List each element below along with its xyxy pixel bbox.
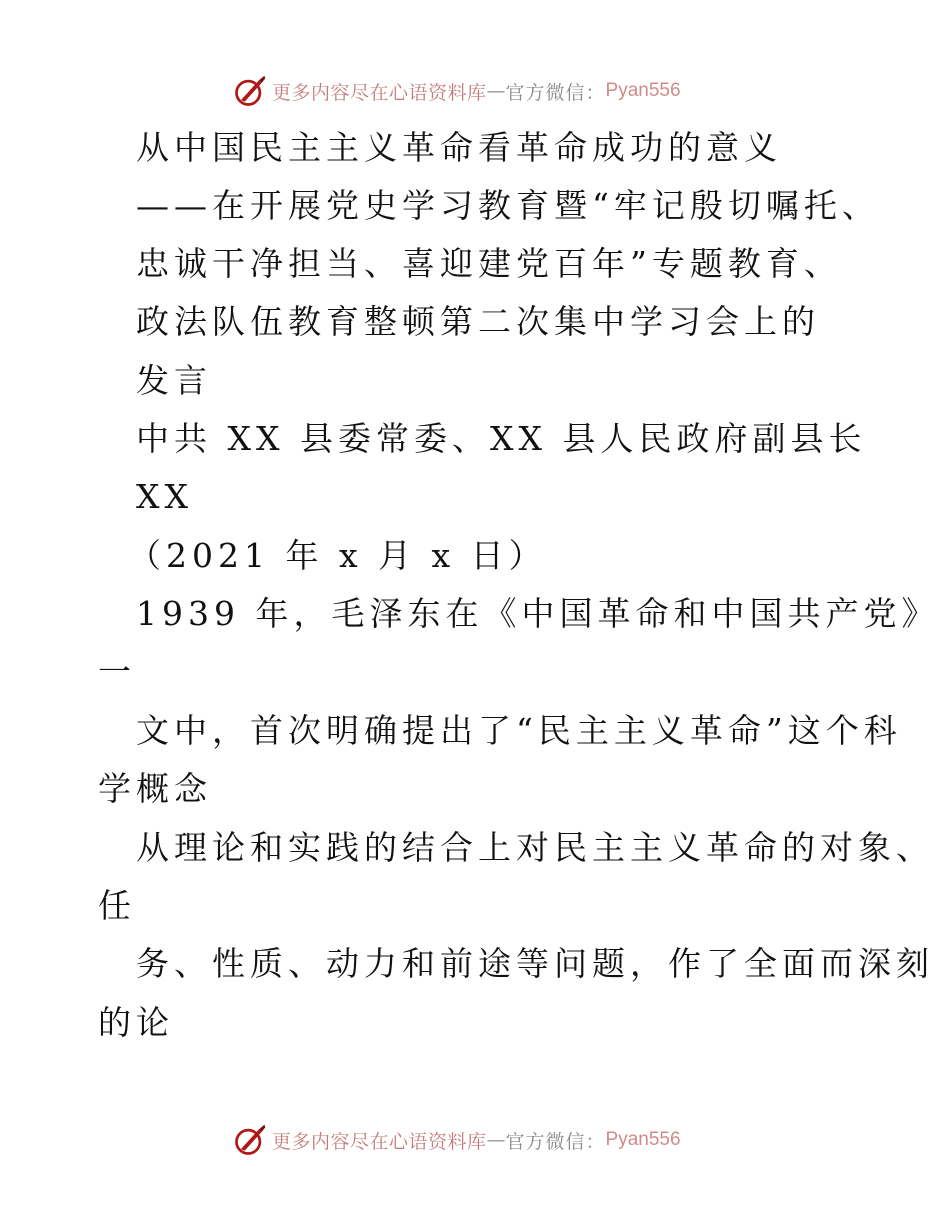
- watermark-wechat-label: 官方微信：: [505, 81, 606, 104]
- watermark-separator: —: [486, 80, 506, 102]
- subtitle-line-4: 发言: [136, 361, 212, 400]
- author-name: XX: [136, 477, 193, 516]
- paragraph-line: 1939 年，毛泽东在《中国革命和中国共产党》: [136, 594, 940, 633]
- watermark-separator: —: [486, 1129, 506, 1151]
- paragraph-line: 务、性质、动力和前途等问题，作了全面而深刻: [136, 944, 934, 983]
- watermark-wechat-label: 官方微信：: [505, 1130, 606, 1153]
- quill-logo-icon: [232, 1122, 268, 1158]
- subtitle-line-3: 政法队伍教育整顿第二次集中学习会上的: [136, 302, 820, 341]
- paragraph-line: 的论: [98, 1003, 174, 1042]
- paragraph-line: 一: [98, 652, 136, 691]
- title-line: 从中国民主主义革命看革命成功的意义: [136, 128, 782, 167]
- watermark-header: [232, 71, 681, 111]
- quill-logo-icon: [232, 73, 268, 109]
- paragraph-line: 学概念: [98, 769, 212, 808]
- watermark-footer: [232, 1120, 681, 1160]
- watermark-main-text: 更多内容尽在心语资料库: [272, 1130, 487, 1153]
- paragraph-line: 文中，首次明确提出了“民主主义革命”这个科: [136, 711, 902, 750]
- author-line: 中共 XX 县委常委、XX 县人民政府副县长: [136, 419, 867, 458]
- subtitle-line-1: ——在开展党史学习教育暨“牢记殷切嘱托、: [136, 186, 880, 225]
- watermark-brand: Pyan556: [605, 1129, 681, 1150]
- paragraph-line: 从理论和实践的结合上对民主主义革命的对象、: [136, 828, 934, 867]
- watermark-main-text: 更多内容尽在心语资料库: [272, 81, 487, 104]
- watermark-brand: Pyan556: [605, 80, 681, 101]
- date-line: （2021 年 x 月 x 日）: [128, 536, 547, 575]
- subtitle-line-2: 忠诚干净担当、喜迎建党百年”专题教育、: [136, 244, 842, 283]
- paragraph-line: 任: [98, 886, 136, 925]
